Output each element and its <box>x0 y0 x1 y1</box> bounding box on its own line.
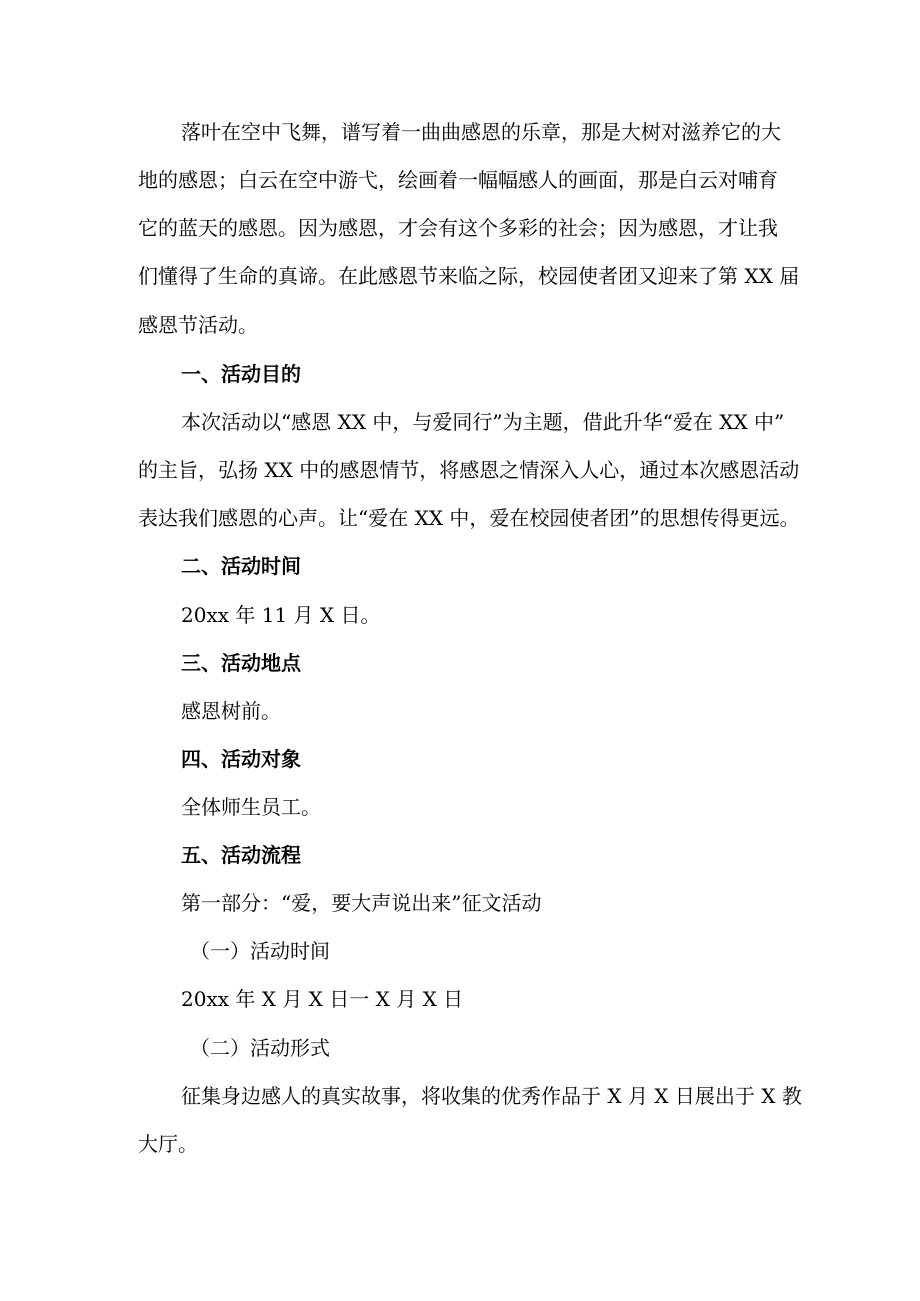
audience-text: 全体师生员工。 <box>181 795 321 819</box>
sub1-heading: （一）活动时间 <box>190 939 330 963</box>
section-heading-process: 五、活动流程 <box>181 843 301 867</box>
purpose-line-1: 本次活动以“感恩 XX 中，与爱同行”为主题，借此升华“爱在 XX 中” <box>181 410 785 434</box>
purpose-line-2: 的主旨，弘扬 XX 中的感恩情节，将感恩之情深入人心，通过本次感恩活动 <box>138 458 800 482</box>
intro-line-3: 它的蓝天的感恩。因为感恩，才会有这个多彩的社会；因为感恩，才让我 <box>138 216 778 240</box>
part1-title: 第一部分：“爱，要大声说出来”征文活动 <box>181 891 542 915</box>
intro-line-5: 感恩节活动。 <box>138 313 258 337</box>
intro-line-1: 落叶在空中飞舞，谱写着一曲曲感恩的乐章，那是大树对滋养它的大 <box>181 120 781 144</box>
time-text: 20xx 年 11 月 X 日。 <box>181 603 381 627</box>
sub2-heading: （二）活动形式 <box>190 1036 330 1060</box>
intro-line-4: 们懂得了生命的真谛。在此感恩节来临之际，校园使者团又迎来了第 XX 届 <box>138 264 800 288</box>
sub2-line-1: 征集身边感人的真实故事，将收集的优秀作品于 X 月 X 日展出于 X 教 <box>181 1084 802 1108</box>
sub1-text: 20xx 年 X 月 X 日一 X 月 X 日 <box>181 987 464 1011</box>
section-heading-purpose: 一、活动目的 <box>181 362 301 386</box>
section-heading-audience: 四、活动对象 <box>181 747 301 771</box>
section-heading-time: 二、活动时间 <box>181 554 301 578</box>
location-text: 感恩树前。 <box>181 699 281 723</box>
sub2-line-2: 大厅。 <box>138 1132 198 1156</box>
purpose-line-3: 表达我们感恩的心声。让“爱在 XX 中，爱在校园使者团”的思想传得更远。 <box>138 506 800 530</box>
section-heading-location: 三、活动地点 <box>181 651 301 675</box>
intro-line-2: 地的感恩；白云在空中游弋，绘画着一幅幅感人的画面，那是白云对哺育 <box>138 168 778 192</box>
